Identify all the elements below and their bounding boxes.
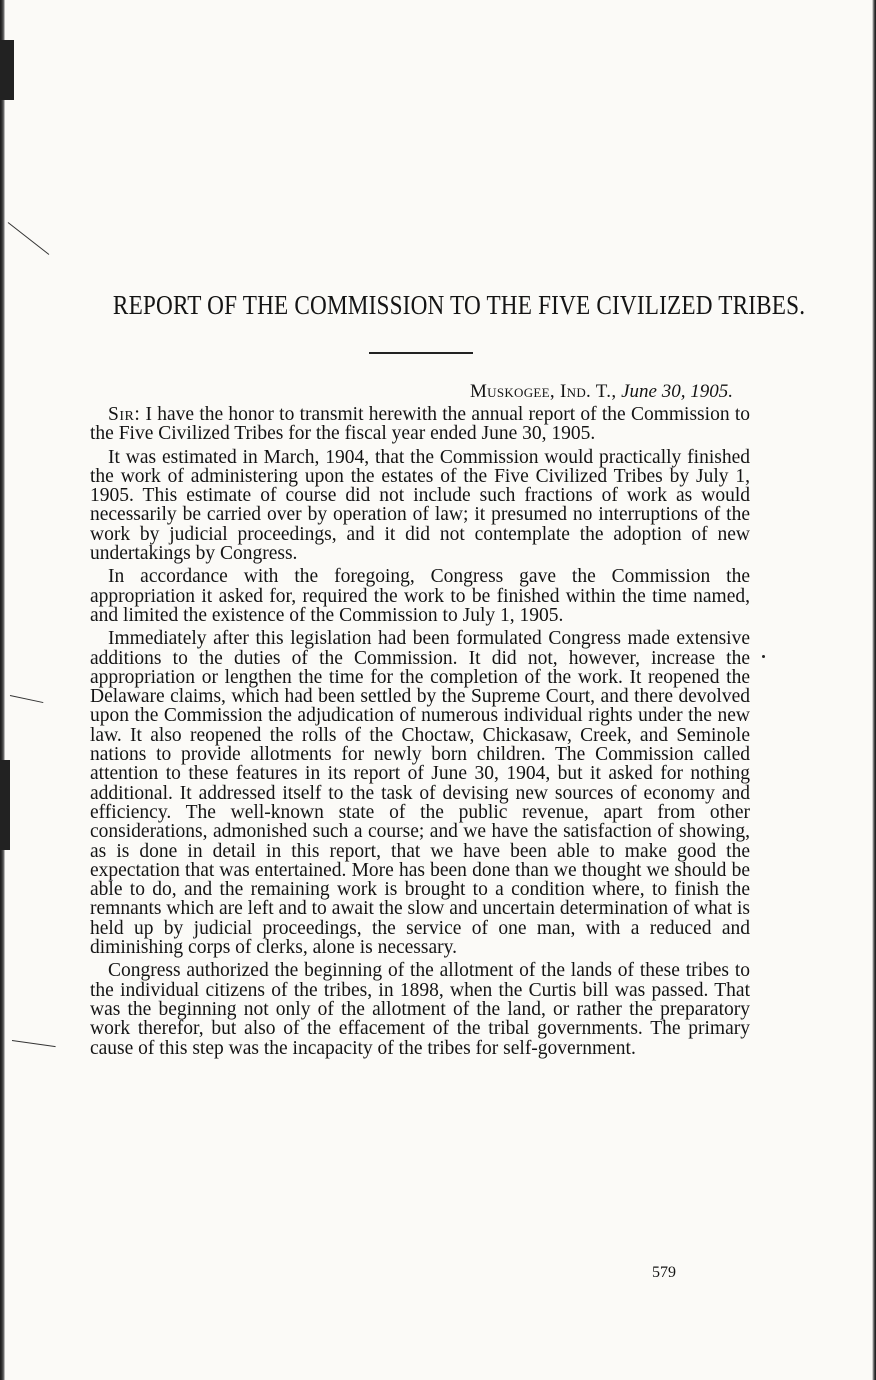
paragraph-text: I have the honor to transmit herewith the annual report of the Commission to the Five Civilized Tribes for the fiscal year ended June 30, 1905. <box>90 404 750 445</box>
paragraph-allotment-history <box>90 961 750 1057</box>
paragraph-estimate <box>90 448 750 564</box>
scan-margin-mark <box>12 1040 56 1047</box>
scan-speck <box>762 655 765 658</box>
salutation: Sir: <box>108 404 141 425</box>
paragraph-text: In accordance with the foregoing, Congress gave the Commission the appropriation it asked for, required the work to be finished within the time named, and limited the existence of the Commission to July 1, 1905. <box>90 566 750 626</box>
paragraph-salutation <box>90 405 750 444</box>
dateline-place: Muskogee, Ind. T., <box>469 381 617 402</box>
paragraph-text: It was estimated in March, 1904, that the Commission would practically finished the work of administering upon the estates of the Five Civilized Tribes by July 1, 1905. This estimate of course did not include such fractions of work as would necessarily be carried over by operation of law; it presumed no interruptions of the work by judicial proceedings, and it did not contemplate the adoption of new undertakings by Congress. <box>90 446 750 565</box>
paragraph-additional-duties <box>90 629 750 957</box>
paragraph-text: Congress authorized the beginning of the allotment of the lands of these tribes to the individual citizens of the tribes, in 1898, when the Curtis bill was passed. That was the beginning not only of the allotment of the land, or rather the preparatory work therefor, but also of the effacement of the tribal governments. The primary cause of this step was the incapacity of the tribes for self-government. <box>90 960 750 1059</box>
report-body <box>90 405 750 1062</box>
page-number: 579 <box>652 1264 676 1281</box>
dateline <box>90 381 733 403</box>
binding-mark <box>0 760 10 850</box>
binding-mark <box>0 40 14 100</box>
paragraph-appropriation <box>90 567 750 625</box>
title-rule <box>369 352 473 354</box>
paragraph-text: Immediately after this legislation had been formulated Congress made extensive additions to the duties of the Commission. It did not, however, increase the appropriation or lengthen the time for the completion of the work. It reopened the Delaware claims, which had been settled by the Supreme Court, and there devolved upon the Commission the adjudication of numerous individual rights under the new law. It also reopened the rolls of the Choctaw, Chickasaw, Creek, and Seminole nations to provide allotments for newly born children. The Commission called attention to these features in its report of June 30, 1904, but it asked for nothing additional. It addressed itself to the task of devising new sources of economy and efficiency. The well-known state of the public revenue, apart from other considerations, admonished such a course; and we have the satisfaction of showing, as is done in detail in this report, that we have been able to make good the expectation that was entertained. More has been done than we thought we should be able to do, and the remaining work is brought to a condition where, to finish the remnants which are left and to await the slow and uncertain determination of what is held up by judicial proceedings, the service of one man, with a reduced and diminishing corps of clerks, alone is necessary. <box>90 628 750 959</box>
page-left-edge-shadow <box>0 0 5 1380</box>
dateline-date: June 30, 1905. <box>621 381 733 402</box>
scan-margin-mark <box>8 222 50 255</box>
scan-margin-mark <box>10 695 43 703</box>
page-right-edge-shadow <box>872 0 876 1380</box>
report-title: REPORT OF THE COMMISSION TO THE FIVE CIVILIZED TRIBES. <box>112 290 806 320</box>
